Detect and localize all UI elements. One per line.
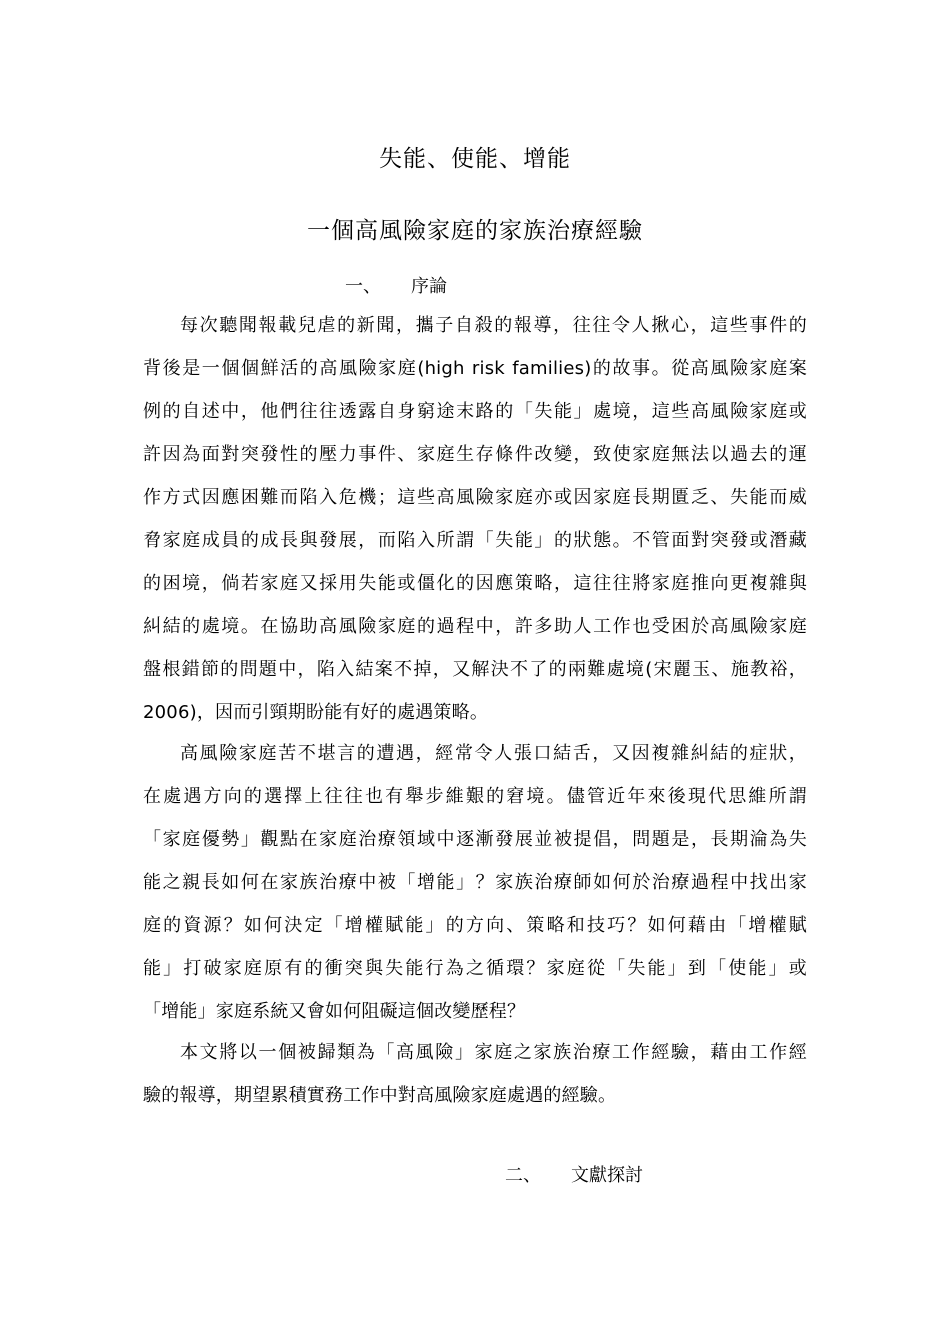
paragraph-line: 的困境，倘若家庭又採用失能或僵化的因應策略，這往往將家庭推向更複雜與 — [143, 573, 807, 594]
paragraph-line: 「家庭優勢」觀點在家庭治療領域中逐漸發展並被提倡，問題是，長期淪為失 — [143, 829, 807, 850]
document-subtitle: 一個高風險家庭的家族治療經驗 — [307, 218, 643, 244]
section-heading-1 — [345, 272, 447, 298]
paragraph-line: 脅家庭成員的成長與發展，而陷入所謂「失能」的狀態。不管面對突發或潛藏 — [143, 530, 807, 551]
paragraph-line: 能之親長如何在家族治療中被「增能」？家族治療師如何於治療過程中找出家 — [143, 872, 807, 893]
section-heading-2 — [505, 1161, 643, 1187]
document-title: 失能、使能、增能 — [379, 146, 571, 172]
paragraph-line: 本文將以一個被歸類為「高風險」家庭之家族治療工作經驗，藉由工作經 — [180, 1042, 807, 1063]
paragraph-line: 「增能」家庭系統又會如何阻礙這個改變歷程？ — [143, 1001, 526, 1022]
section-number: 二、 — [505, 1165, 541, 1186]
section-number: 一、 — [345, 276, 381, 297]
paragraph-line: 盤根錯節的問題中，陷入結案不掉，又解決不了的兩難處境(宋麗玉、施教裕， — [143, 659, 807, 680]
paragraph-line: 能」打破家庭原有的衝突與失能行為之循環？家庭從「失能」到「使能」或 — [143, 958, 807, 979]
paragraph-line: 作方式因應困難而陷入危機；這些高風險家庭亦或因家庭長期匱乏、失能而威 — [143, 487, 807, 508]
paragraph-line: 在處遇方向的選擇上往往也有舉步維艱的窘境。儘管近年來後現代思維所謂 — [143, 786, 807, 807]
paragraph-line: 例的自述中，他們往往透露自身窮途末路的「失能」處境，這些高風險家庭或 — [143, 401, 807, 422]
paragraph-line: 許因為面對突發性的壓力事件、家庭生存條件改變，致使家庭無法以過去的運 — [143, 444, 807, 465]
section-title: 序論 — [411, 276, 447, 297]
paragraph-line: 背後是一個個鮮活的高風險家庭(high risk families)的故事。從高風險家庭案 — [143, 358, 807, 379]
paragraph-line: 庭的資源？如何決定「增權賦能」的方向、策略和技巧？如何藉由「增權賦 — [143, 915, 807, 936]
paragraph-line: 驗的報導，期望累積實務工作中對高風險家庭處遇的經驗。 — [143, 1085, 617, 1106]
paragraph-line: 糾結的處境。在協助高風險家庭的過程中，許多助人工作也受困於高風險家庭 — [143, 616, 807, 637]
paragraph-line: 高風險家庭苦不堪言的遭遇，經常令人張口結舌，又因複雜糾結的症狀， — [180, 743, 807, 764]
section-title: 文獻探討 — [571, 1165, 643, 1186]
paragraph-line: 2006)，因而引頸期盼能有好的處遇策略。 — [143, 702, 489, 723]
paragraph-line: 每次聽聞報載兒虐的新聞，攜子自殺的報導，往往令人揪心，這些事件的 — [180, 315, 807, 336]
